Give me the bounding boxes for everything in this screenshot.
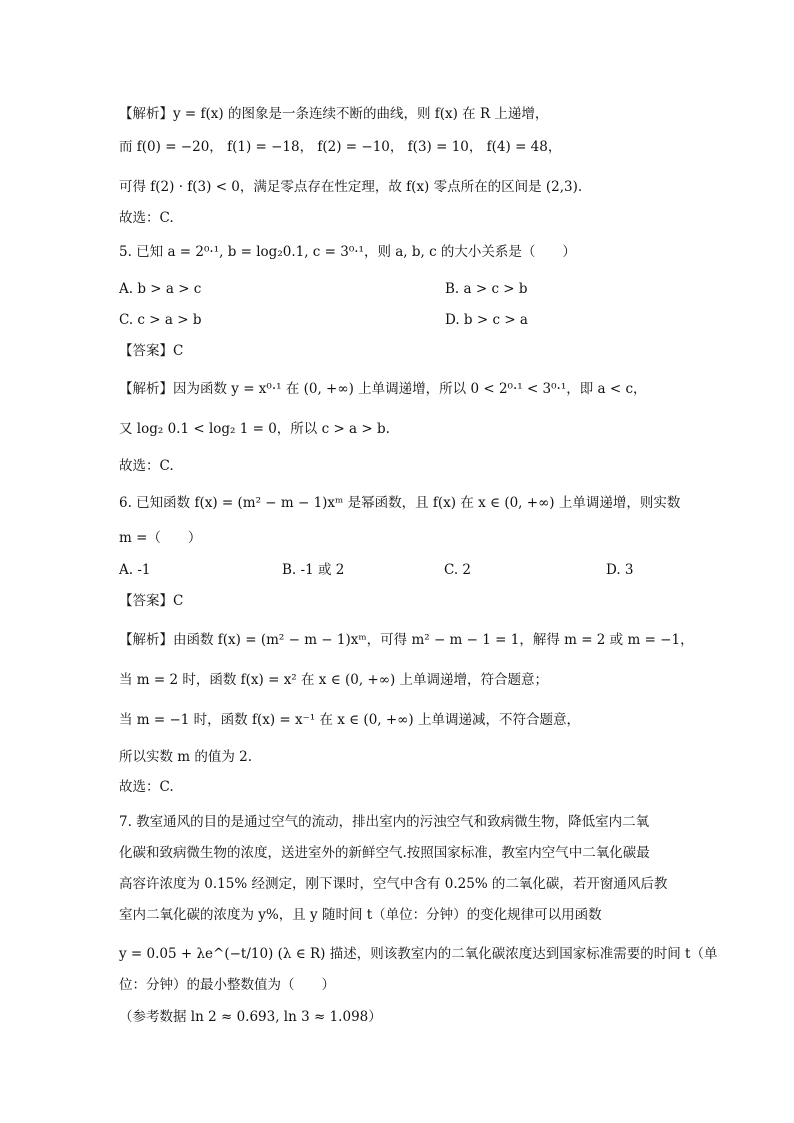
q6-option-d: D. 3 <box>606 562 634 578</box>
answer-choice-line: 故选：C. <box>119 210 174 226</box>
analysis-line-2: 而 f(0) = −20， f(1) = −18， f(2) = −10， f(3) = 10， f(4) = 48， <box>119 139 562 155</box>
q6-analysis-line-1: 【解析】由函数 f(x) = (m² − m − 1)xᵐ，可得 m² − m − 1 = 1，解得 m = 2 或 m = −1， <box>119 632 694 648</box>
q6-analysis-line-2: 当 m = 2 时，函数 f(x) = x² 在 x ∈ (0, +∞) 上单调递增，符合题意； <box>119 672 549 688</box>
q5-option-c: C. c > a > b <box>119 312 202 328</box>
q5-option-b: B. a > c > b <box>445 281 528 297</box>
q6-choice: 故选：C. <box>119 779 174 795</box>
analysis-line-3: 可得 f(2) · f(3) < 0，满足零点存在性定理，故 f(x) 零点所在的区间是 (2,3). <box>119 179 583 195</box>
q5-answer: 【答案】C <box>119 343 184 359</box>
q6-option-c: C. 2 <box>444 562 472 578</box>
q6-analysis-line-4: 所以实数 m 的值为 2. <box>119 749 253 765</box>
question-7-line-5: y = 0.05 + λe^(−t/10) (λ ∈ R) 描述，则该教室内的二氧化碳浓度达到国家标准需要的时间 t（单 <box>119 946 718 962</box>
question-7-line-4: 室内二氧化碳的浓度为 y%，且 y 随时间 t（单位：分钟）的变化规律可以用函数 <box>119 907 602 923</box>
question-7-line-1: 7. 教室通风的目的是通过空气的流动，排出室内的污浊空气和致病微生物，降低室内二氧 <box>119 814 650 830</box>
q5-option-d: D. b > c > a <box>445 312 528 328</box>
q6-option-b: B. -1 或 2 <box>282 562 345 578</box>
q5-analysis-line-2: 又 log₂ 0.1 < log₂ 1 = 0，所以 c > a > b. <box>119 421 390 437</box>
question-6-line-2: m =（ ） <box>119 530 202 546</box>
q5-choice: 故选：C. <box>119 458 174 474</box>
question-7-line-3: 高容许浓度为 0.15% 经测定，刚下课时，空气中含有 0.25% 的二氧化碳，若开窗通风后教 <box>119 876 668 892</box>
q6-option-a: A. -1 <box>119 562 151 578</box>
question-7-reference-data: （参考数据 ln 2 ≈ 0.693, ln 3 ≈ 1.098） <box>119 1009 382 1025</box>
q6-analysis-line-3: 当 m = −1 时，函数 f(x) = x⁻¹ 在 x ∈ (0, +∞) 上单调递减，不符合题意， <box>119 712 580 728</box>
q5-option-a: A. b > a > c <box>119 281 202 297</box>
analysis-line-1: 【解析】y = f(x) 的图象是一条连续不断的曲线，则 f(x) 在 R 上递增， <box>119 106 549 122</box>
q5-analysis-line-1: 【解析】因为函数 y = x⁰·¹ 在 (0, +∞) 上单调递增，所以 0 < 2⁰·¹ < 3⁰·¹，即 a < c， <box>119 381 647 397</box>
question-5: 5. 已知 a = 2⁰·¹, b = log₂0.1, c = 3⁰·¹，则 a, b, c 的大小关系是（ ） <box>119 244 576 260</box>
question-6-line-1: 6. 已知函数 f(x) = (m² − m − 1)xᵐ 是幂函数，且 f(x) 在 x ∈ (0, +∞) 上单调递增，则实数 <box>119 495 681 511</box>
q6-answer: 【答案】C <box>119 593 184 609</box>
question-7-line-2: 化碳和致病微生物的浓度，送进室外的新鲜空气.按照国家标准，教室内空气中二氧化碳最 <box>119 845 650 861</box>
question-7-line-6: 位：分钟）的最小整数值为（ ） <box>119 977 335 993</box>
